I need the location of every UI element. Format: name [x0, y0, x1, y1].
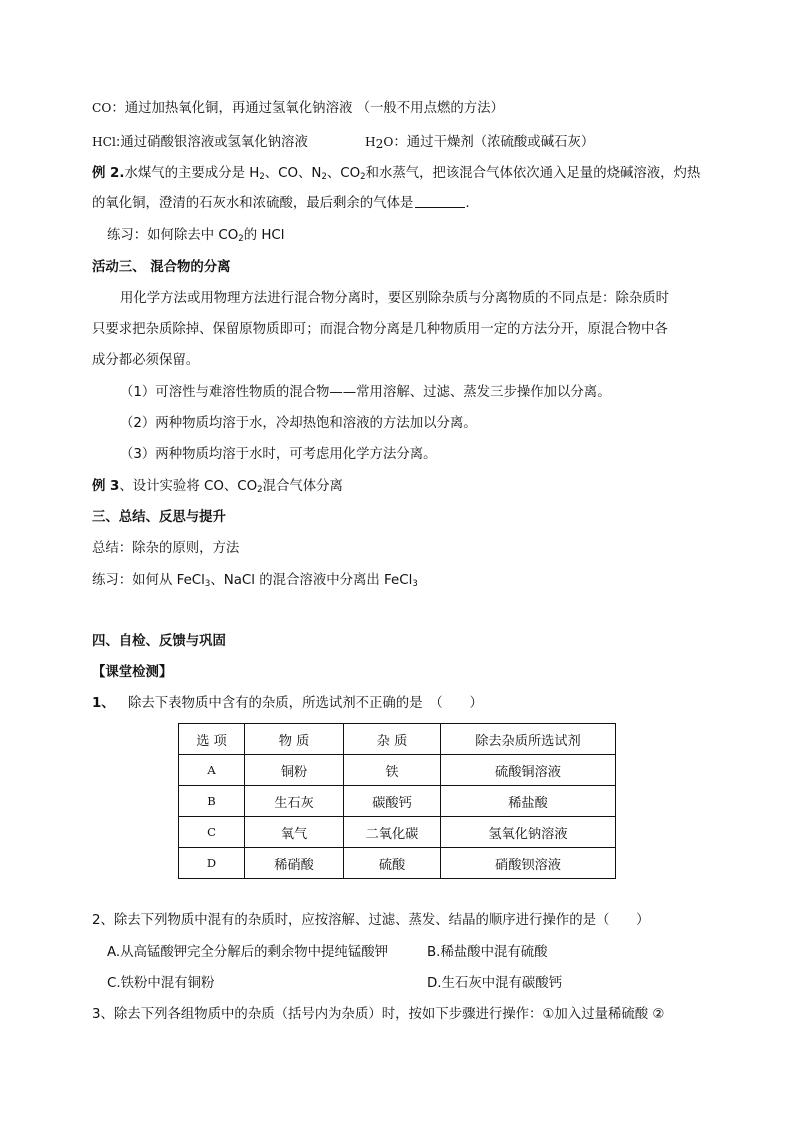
table-cell: A — [179, 755, 245, 786]
example-2-text2: 、CO、N — [264, 166, 322, 181]
practice-1-text1: 练习：如何除去中 CO — [107, 228, 239, 243]
table-row — [179, 786, 616, 817]
table-cell: 硝酸钡溶液 — [441, 848, 616, 879]
practice-co2-hcl — [107, 227, 285, 245]
example-3-sub: 2 — [257, 485, 263, 495]
table-header-cell: 除去杂质所选试剂 — [441, 724, 616, 755]
table-header-cell: 杂 质 — [344, 724, 441, 755]
table-header-cell: 选 项 — [179, 724, 245, 755]
question-2-text: 2、除去下列物质中混有的杂质时，应按溶解、过滤、蒸发、结晶的顺序进行操作的是（ ） — [92, 913, 650, 928]
answer-blank[interactable] — [415, 195, 465, 208]
section-4-title: 四、自检、反馈与巩固 — [92, 634, 226, 649]
example-2-line-1 — [92, 165, 700, 183]
table-cell: C — [179, 817, 245, 848]
example-3-label: 例 3 — [92, 479, 120, 494]
h2o-sub: 2 — [375, 137, 384, 151]
example-2-end: . — [465, 196, 470, 211]
question-2-option-c: C.铁粉中混有铜粉 — [107, 976, 215, 991]
table-cell: 氢氧化钠溶液 — [441, 817, 616, 848]
table-cell: 二氧化碳 — [344, 817, 441, 848]
activity-3-item-2: （2）两种物质均溶于水，冷却热饱和溶液的方法加以分离。 — [120, 416, 477, 431]
table-header-row — [179, 724, 616, 755]
table-cell: 氧气 — [245, 817, 344, 848]
question-1-number: 1、 — [92, 696, 115, 711]
table-cell: 稀盐酸 — [441, 786, 616, 817]
practice-2-text1: 练习：如何从 FeCl — [92, 573, 205, 588]
activity-3-item-1: （1）可溶性与难溶性物质的混合物——常用溶解、过滤、蒸发三步操作加以分离。 — [120, 385, 611, 400]
example-2-sub2: 2 — [321, 172, 327, 182]
example-2-text3: 、CO — [326, 166, 361, 181]
table-row — [179, 848, 616, 879]
table-cell: 硫酸铜溶液 — [441, 755, 616, 786]
table-row — [179, 817, 616, 848]
question-1-text: 除去下表物质中含有的杂质，所选试剂不正确的是 （ ） — [128, 696, 483, 711]
hcl-text: :通过硝酸银溶液或氢氧化钠溶液 — [115, 135, 308, 150]
practice-1-sub: 2 — [238, 234, 244, 244]
co-removal-line — [92, 99, 504, 118]
activity-3-item-3: （3）两种物质均溶于水时，可考虑用化学方法分离。 — [120, 447, 437, 462]
co-text: ：通过加热氧化铜，再通过氢氧化钠溶液 （一般不用点燃的方法） — [111, 101, 504, 116]
table-cell: B — [179, 786, 245, 817]
example-2-sub3: 2 — [360, 172, 366, 182]
example-3-line — [92, 478, 343, 496]
activity-3-para-line-3: 成分都必须保留。 — [92, 353, 200, 368]
hcl-label: HCl — [92, 135, 116, 149]
co-label: CO — [92, 101, 112, 115]
hcl-removal-line — [92, 133, 308, 152]
question-3-text: 3、除去下列各组物质中的杂质（括号内为杂质）时，按如下步骤进行操作：①加入过量稀硫酸 ② — [92, 1007, 665, 1022]
practice-2-sub1: 3 — [204, 579, 211, 589]
table-cell: 生石灰 — [245, 786, 344, 817]
example-2-label: 例 2. — [92, 166, 125, 181]
table-cell: D — [179, 848, 245, 879]
example-2-sub1: 2 — [259, 172, 265, 182]
practice-1-text2: 的 HCl — [243, 228, 285, 243]
question-2-option-d: D.生石灰中混有碳酸钙 — [427, 976, 563, 991]
activity-3-para-line-1: 用化学方法或用物理方法进行混合物分离时，要区别除杂质与分离物质的不同点是：除杂质时 — [120, 291, 670, 306]
example-2-text4: 和水蒸气，把该混合气体依次通入足量的烧碱溶液，灼热 — [365, 166, 701, 181]
classroom-check-title: 【课堂检测】 — [92, 665, 173, 680]
summary-line: 总结：除杂的原则，方法 — [92, 541, 240, 556]
question-2-option-a: A.从高锰酸钾完全分解后的剩余物中提纯锰酸钾 — [107, 945, 388, 960]
example-2-text1: 水煤气的主要成分是 H — [124, 166, 260, 181]
table-cell: 铜粉 — [245, 755, 344, 786]
table-header-cell: 物 质 — [245, 724, 344, 755]
practice-2-sub2: 3 — [412, 579, 418, 589]
table-cell: 硫酸 — [344, 848, 441, 879]
table-cell: 碳酸钙 — [344, 786, 441, 817]
table-row — [179, 755, 616, 786]
activity-3-title: 活动三、 混合物的分离 — [92, 260, 231, 275]
activity-3-para-line-2: 只要求把杂质除掉、保留原物质即可；而混合物分离是几种物质用一定的方法分开，原混合物中各 — [92, 322, 668, 337]
section-3-title: 三、总结、反思与提升 — [92, 510, 226, 525]
example-2-line-2 — [92, 195, 470, 213]
example-2-line2-text: 的氧化铜，澄清的石灰水和浓硫酸，最后剩余的气体是 — [92, 196, 414, 211]
table-cell: 稀硝酸 — [245, 848, 344, 879]
h2o-o: O — [383, 135, 394, 149]
h2o-removal-line — [365, 133, 594, 152]
example-3-text2: 混合气体分离 — [262, 479, 343, 494]
table-cell: 铁 — [344, 755, 441, 786]
h2o-h: H — [365, 135, 376, 149]
practice-2-text2: 、NaCl 的混合溶液中分离出 FeCl — [210, 573, 413, 588]
example-3-text1: 、设计实验将 CO、CO — [119, 479, 258, 494]
question-2-option-b: B.稀盐酸中混有硫酸 — [427, 945, 548, 960]
question-1-table — [178, 723, 616, 879]
practice-fecl3-line — [92, 572, 418, 590]
h2o-text: ：通过干燥剂（浓硫酸或碱石灰） — [393, 135, 595, 150]
